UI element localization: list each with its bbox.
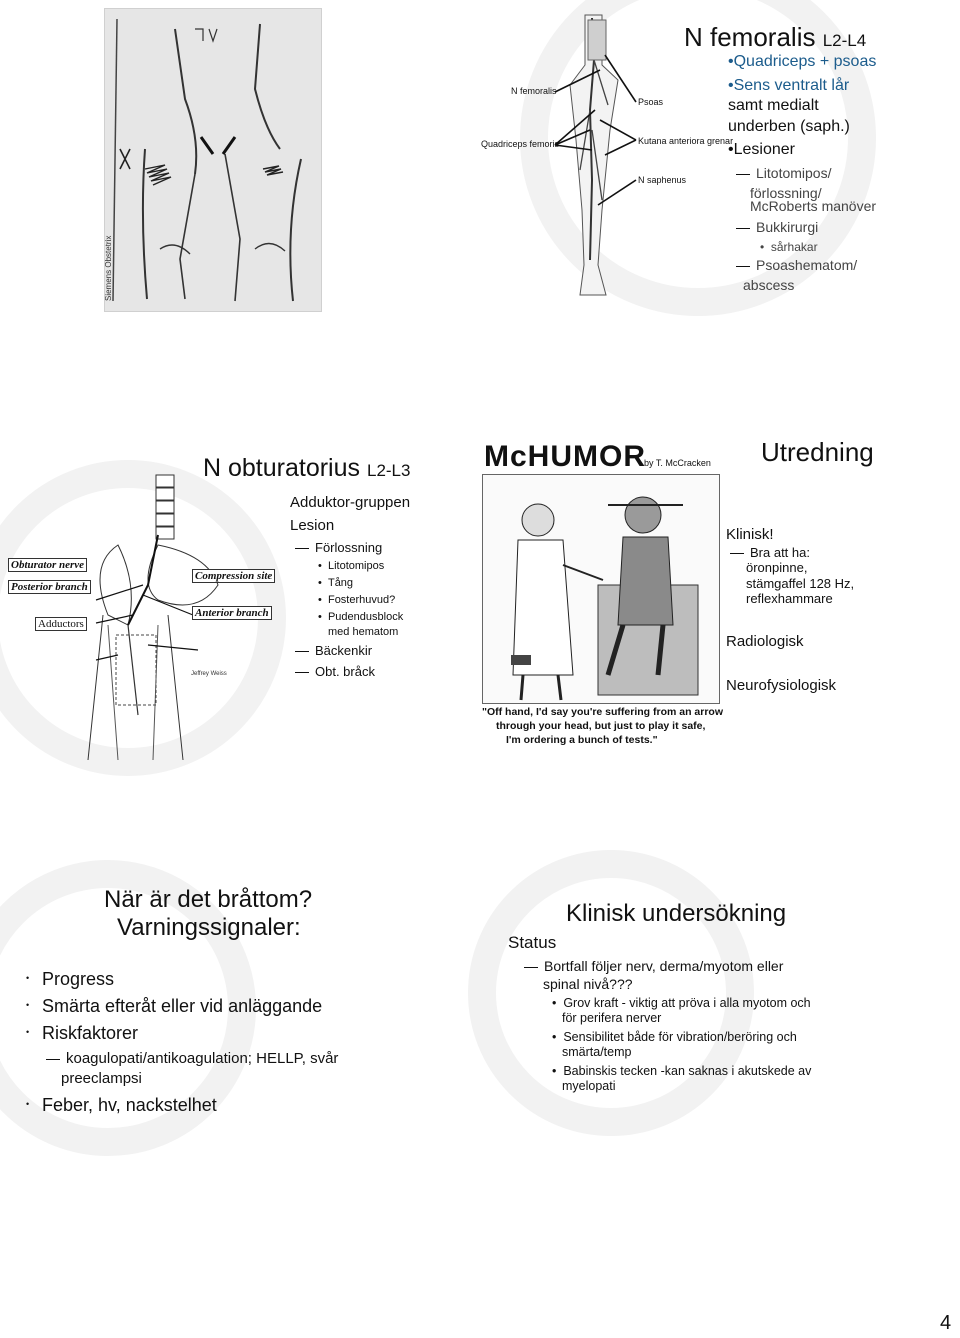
sub-line-text: Förlossning	[315, 540, 383, 555]
bullet-line: Adduktor-gruppen	[290, 494, 411, 511]
bullet-line: Lesion	[290, 517, 335, 534]
sub-line-text: Litotomipos/	[756, 165, 832, 181]
sub-sub-line-text: Pudendusblock	[327, 611, 404, 623]
sub-line-text: Bra att ha:	[750, 545, 810, 560]
sub-sub-line: • Fosterhuvud?	[318, 594, 396, 606]
sub-line: öronpinne,	[746, 560, 808, 575]
sub-sub-line: myelopati	[562, 1079, 616, 1093]
slide-klinisk-undersokning	[478, 870, 960, 1150]
label-psoas: Psoas	[638, 97, 664, 107]
sub-sub-line-text: sårhakar	[770, 240, 818, 254]
sub-line	[46, 1050, 338, 1067]
comic-caption-line: through your head, but just to play it safe,	[496, 720, 706, 732]
label-n-femoralis: N femoralis	[511, 86, 557, 96]
label-kutana: Kutana anteriora grenar	[638, 136, 734, 146]
sub-sub-line-text: Litotomipos	[327, 560, 385, 572]
sub-line: stämgaffel 128 Hz,	[746, 576, 855, 591]
bullet-dot: •	[26, 973, 30, 983]
title-level: L2-L4	[822, 31, 867, 50]
sub-line: reflexhammare	[746, 591, 833, 606]
sub-sub-line-text: Sensibilitet både för vibration/beröring och	[563, 1030, 797, 1044]
sub-sub-line: • sårhakar	[760, 240, 818, 254]
sub-sub-line-text: Grov kraft - viktig att pröva i alla myotom och	[563, 996, 811, 1010]
sub-sub-line: för perifera nerver	[562, 1011, 662, 1025]
bullet-line: Klinisk!	[726, 526, 774, 543]
bullet-dot: •	[26, 1000, 30, 1010]
bullet-dot: •	[26, 1027, 30, 1037]
label-quadriceps-femoris: Quadriceps femoris	[481, 139, 560, 149]
slide-title	[684, 22, 866, 53]
sub-line	[295, 643, 372, 658]
label-anterior-branch: Anterior branch	[192, 606, 272, 620]
bullet-line: Smärta efteråt eller vid anläggande	[42, 996, 323, 1016]
bullet-line: •Lesioner	[728, 141, 795, 158]
bullet-line: Feber, hv, nackstelhet	[42, 1095, 217, 1115]
label-posterior-branch: Posterior branch	[8, 580, 91, 594]
slide-title-line: Varningssignaler:	[117, 914, 301, 941]
bullet-line: Status	[508, 933, 557, 952]
slide-utredning	[478, 430, 960, 760]
sub-sub-line: • Sensibilitet både för vibration/beröring och	[552, 1030, 797, 1044]
sub-sub-line-text: Fosterhuvud?	[327, 594, 396, 606]
slide-title: Klinisk undersökning	[566, 900, 787, 927]
comic-caption-line: "Off hand, I'd say you're suffering from an arrow	[482, 706, 724, 718]
sub-line-text: Obt. bråck	[315, 664, 375, 679]
sub-line: McRoberts manöver	[750, 198, 877, 214]
title-main: N obturatorius	[203, 454, 361, 482]
sub-line: spinal nivå???	[543, 976, 633, 992]
bullet-line: underben (saph.)	[728, 118, 850, 135]
sub-line: abscess	[743, 277, 795, 293]
title-main: N femoralis	[684, 22, 816, 52]
slide-title	[203, 454, 410, 483]
svg-text:Siemens Obstetrix: Siemens Obstetrix	[104, 235, 113, 301]
label-n-saphenus: N saphenus	[638, 175, 687, 185]
sub-sub-line: • Grov kraft - viktig att pröva i alla myotom och	[552, 996, 811, 1010]
comic-byline: by T. McCracken	[644, 458, 711, 468]
comic-caption-line: I'm ordering a bunch of tests."	[506, 734, 658, 746]
sub-line-text: Bäckenkir	[315, 643, 373, 658]
label-compression-site: Compression site	[192, 569, 275, 583]
sub-line	[736, 219, 818, 235]
bullet-line: •Quadriceps + psoas	[728, 53, 877, 70]
sub-line	[736, 257, 857, 273]
sub-line-text: koagulopati/antikoagulation; HELLP, svår	[66, 1050, 339, 1067]
sub-sub-line: • Babinskis tecken -kan saknas i akutskede av	[552, 1064, 812, 1078]
sub-line: preeclampsi	[61, 1070, 142, 1087]
svg-text:Jeffrey Weiss: Jeffrey Weiss	[191, 671, 227, 677]
sub-sub-line: • Litotomipos	[318, 560, 385, 572]
sub-line-text: Psoashematom/	[756, 257, 858, 273]
sub-sub-line-text: Babinskis tecken -kan saknas i akutskede av	[563, 1064, 812, 1078]
label-adductors: Adductors	[35, 617, 87, 631]
bullet-line: •Sens ventralt lår	[728, 77, 850, 94]
slide-title: Utredning	[761, 437, 874, 467]
slide-varningssignaler	[0, 870, 470, 1150]
sub-sub-line: • Pudendusblock	[318, 611, 404, 623]
sub-line	[295, 664, 375, 679]
page-number: 4	[940, 1312, 952, 1334]
sub-sub-line: smärta/temp	[562, 1045, 632, 1059]
mchumor-cartoon	[482, 474, 720, 704]
bullet-line: samt medialt	[728, 97, 819, 114]
slide-n-obturatorius	[0, 440, 470, 760]
bullet-line: Riskfaktorer	[42, 1023, 139, 1043]
bullet-line: Neurofysiologisk	[726, 677, 837, 694]
sub-line-text: Bukkirurgi	[756, 219, 819, 235]
bullet-line: Progress	[42, 969, 115, 989]
sub-sub-line: med hematom	[328, 626, 399, 638]
slide-title-line: När är det bråttom?	[104, 886, 313, 913]
sub-sub-line: • Tång	[318, 577, 354, 589]
comic-title: McHUMOR	[484, 440, 646, 473]
sub-line	[295, 540, 382, 555]
sub-line	[524, 958, 783, 974]
bullet-dot: •	[26, 1099, 30, 1109]
bullet-line: Radiologisk	[726, 633, 804, 650]
sub-line-text: Bortfall följer nerv, derma/myotom eller	[544, 958, 784, 974]
watermark-swirl	[468, 850, 754, 1136]
sub-line	[736, 165, 831, 181]
label-obturator-nerve: Obturator nerve	[8, 558, 87, 572]
sub-sub-line-text: Tång	[327, 577, 354, 589]
slide-n-femoralis	[0, 0, 960, 330]
title-level: L2-L3	[366, 461, 411, 480]
sub-line: förlossning/	[750, 185, 822, 201]
sub-line	[730, 545, 810, 560]
